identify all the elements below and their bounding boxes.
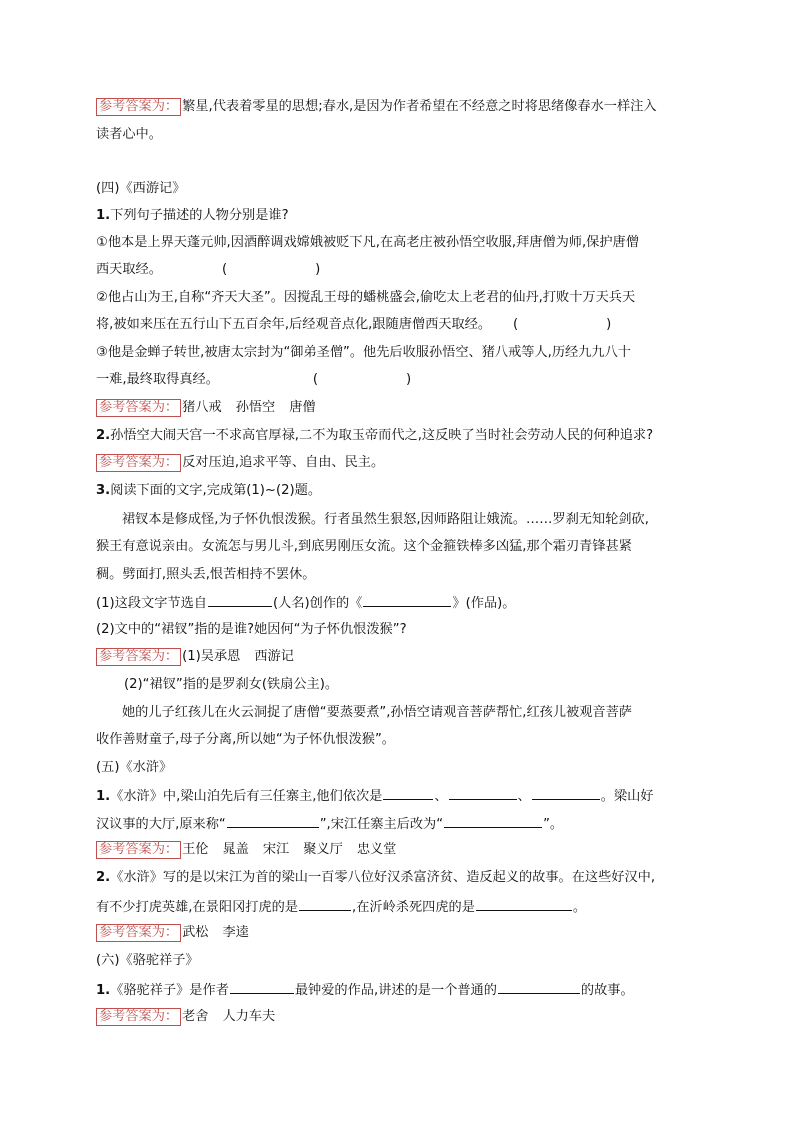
- answer-item: 唐僧: [289, 400, 316, 415]
- paren-close: ): [606, 317, 612, 332]
- question-text: 孙悟空大闹天宫一不求高官厚禄,二不为取玉帝而代之,这反映了当时社会劳动人民的何种追求?: [110, 428, 654, 443]
- q1-item3-text: 一难,最终取得真经。: [96, 372, 219, 387]
- q5-1-line2: [96, 814, 716, 834]
- q3-sub1: [96, 593, 716, 613]
- q1-item3-line2: [96, 371, 716, 389]
- fill-blank[interactable]: [449, 786, 517, 800]
- fill-blank[interactable]: [230, 980, 294, 994]
- question-2: [96, 427, 716, 445]
- question-text: 。梁山好: [600, 789, 654, 804]
- fill-blank[interactable]: [444, 814, 542, 828]
- question-text: ”,宋江任寨主后改为“: [319, 817, 444, 832]
- q3-answer: [96, 648, 716, 666]
- passage-line1: 裙钗本是修成怪,为子怀仇恨泼猴。行者虽然生狠怒,因师路阻让娥流。……罗刹无知轮剑砍,: [122, 512, 649, 527]
- answer-text: 繁星,代表着零星的思想;春水,是因为作者希望在不经意之时将思绪像春水一样注入: [182, 99, 657, 114]
- answer-item: 忠义堂: [356, 842, 397, 857]
- q5-2-answer: [96, 924, 716, 942]
- q1-item2-text: 将,被如来压在五行山下五百余年,后经观音点化,跟随唐僧西天取经。: [96, 317, 492, 332]
- question-number: 1.: [96, 789, 111, 804]
- q1-item2-line2: [96, 316, 716, 334]
- q3-answer-3-line2: 收作善财童子,母子分离,所以她“为子怀仇恨泼猴”。: [96, 732, 395, 747]
- question-number: 2.: [96, 870, 111, 885]
- question-text: 《骆驼祥子》是作者: [110, 983, 229, 998]
- answer-item: 老舍: [182, 1009, 209, 1024]
- q5-2-line2: [96, 897, 716, 917]
- answer-item: 晁盖: [222, 842, 249, 857]
- q5-1-line1: [96, 786, 716, 806]
- answer-label: 参考答案为：: [96, 648, 181, 666]
- q1-item1-line1: ①他本是上界天蓬元帅,因酒醉调戏嫦娥被贬下凡,在高老庄被孙悟空收服,拜唐僧为师,保护唐僧: [96, 235, 639, 250]
- answer-item: (1)吴承恩: [182, 649, 241, 664]
- section-title-shuihu: (五)《水浒》: [96, 760, 173, 775]
- q1-answer: [96, 399, 716, 417]
- answer-item: 王伦: [182, 842, 209, 857]
- question-number: 1.: [96, 208, 111, 223]
- question-number: 3.: [96, 483, 111, 498]
- paren-close: ): [406, 372, 412, 387]
- q3-sub2: (2)文中的“裙钗”指的是谁?她因何“为子怀仇恨泼猴”?: [96, 622, 407, 637]
- question-number: 2.: [96, 428, 111, 443]
- answer-label: 参考答案为：: [96, 399, 181, 417]
- section-title-luotuoxiangzi: (六)《骆驼祥子》: [96, 953, 199, 968]
- answer-label: 参考答案为：: [96, 454, 181, 472]
- q2-answer: [96, 454, 716, 472]
- paren-close: ): [315, 262, 321, 277]
- question-3: [96, 482, 716, 500]
- answer-label: 参考答案为：: [96, 924, 181, 942]
- q3-answer-3-line1: 她的儿子红孩儿在火云洞捉了唐僧“要蒸要煮”,孙悟空请观音菩萨帮忙,红孩儿被观音菩萨: [122, 705, 632, 720]
- answer-item: 猪八戒: [182, 400, 222, 415]
- question-text: 阅读下面的文字,完成第(1)~(2)题。: [110, 483, 322, 498]
- answer-line: [96, 98, 716, 116]
- answer-label: 参考答案为：: [96, 98, 181, 116]
- paren-open: (: [312, 372, 319, 387]
- q1-item1-line2: [96, 261, 716, 279]
- question-1: [96, 207, 716, 225]
- separator: 、: [434, 789, 448, 804]
- fill-blank[interactable]: [383, 786, 433, 800]
- passage-line3: 稠。劈面打,照头丢,恨苦相持不罢休。: [96, 567, 316, 582]
- answer-item: 李逵: [222, 925, 249, 940]
- sub-question-text: (1)这段文字节选自: [96, 596, 207, 611]
- paren-open: (: [513, 317, 519, 332]
- question-text: 《水浒》写的是以宋江为首的梁山一百零八位好汉杀富济贫、造反起义的故事。在这些好汉中,: [110, 870, 656, 885]
- question-text: 汉议事的大厅,原来称“: [96, 817, 226, 832]
- answer-item: 武松: [182, 925, 209, 940]
- question-text: ,在沂岭杀死四虎的是: [352, 900, 475, 915]
- fill-blank[interactable]: [363, 593, 451, 607]
- answer-text-cont: 读者心中。: [96, 127, 162, 142]
- answer-text: 反对压迫,追求平等、自由、民主。: [182, 455, 385, 470]
- q1-item3-line1: ③他是金蝉子转世,被唐太宗封为“御弟圣僧”。他先后收服孙悟空、猪八戒等人,历经九九八十: [96, 345, 631, 360]
- question-text: 的故事。: [580, 983, 634, 998]
- q5-1-answer: [96, 841, 716, 859]
- question-text: 下列句子描述的人物分别是谁?: [110, 208, 289, 223]
- q6-1-answer: [96, 1008, 716, 1026]
- question-text: 。: [572, 900, 587, 915]
- separator: 、: [517, 789, 531, 804]
- question-text: 有不少打虎英雄,在景阳冈打虎的是: [96, 900, 299, 915]
- q3-answer-2: (2)“裙钗”指的是罗刹女(铁扇公主)。: [124, 677, 339, 692]
- question-number: 1.: [96, 983, 111, 998]
- passage-line2: 猴王有意说亲由。女流怎与男儿斗,到底男刚压女流。这个金箍铁棒多凶猛,那个霜刃青锋甚紧: [96, 539, 632, 554]
- fill-blank[interactable]: [532, 786, 600, 800]
- answer-item: 孙悟空: [235, 400, 276, 415]
- q1-item2-line1: ②他占山为王,自称“齐天大圣”。因搅乱王母的蟠桃盛会,偷吃太上老君的仙丹,打败十万天兵天: [96, 290, 636, 305]
- fill-blank[interactable]: [227, 814, 319, 828]
- fill-blank[interactable]: [208, 593, 272, 607]
- answer-item: 人力车夫: [222, 1009, 276, 1024]
- question-text: ”。: [543, 817, 564, 832]
- question-text: 《水浒》中,梁山泊先后有三任寨主,他们依次是: [110, 789, 383, 804]
- q5-2-line1: [96, 869, 716, 887]
- question-text: 最钟爱的作品,讲述的是一个普通的: [294, 983, 497, 998]
- answer-item: 西游记: [254, 649, 294, 664]
- paren-open: (: [221, 262, 228, 277]
- section-title-xiyouji: (四)《西游记》: [96, 181, 186, 196]
- fill-blank[interactable]: [476, 897, 572, 911]
- sub-question-text: (人名)创作的《: [273, 596, 363, 611]
- fill-blank[interactable]: [299, 897, 351, 911]
- q6-1: [96, 980, 716, 1000]
- fill-blank[interactable]: [498, 980, 580, 994]
- answer-item: 宋江: [262, 842, 290, 857]
- q1-item1-text: 西天取经。: [96, 262, 162, 277]
- sub-question-text: 》(作品)。: [452, 596, 516, 611]
- answer-item: 聚义厅: [303, 842, 343, 857]
- answer-label: 参考答案为：: [96, 841, 181, 859]
- answer-label: 参考答案为：: [96, 1008, 181, 1026]
